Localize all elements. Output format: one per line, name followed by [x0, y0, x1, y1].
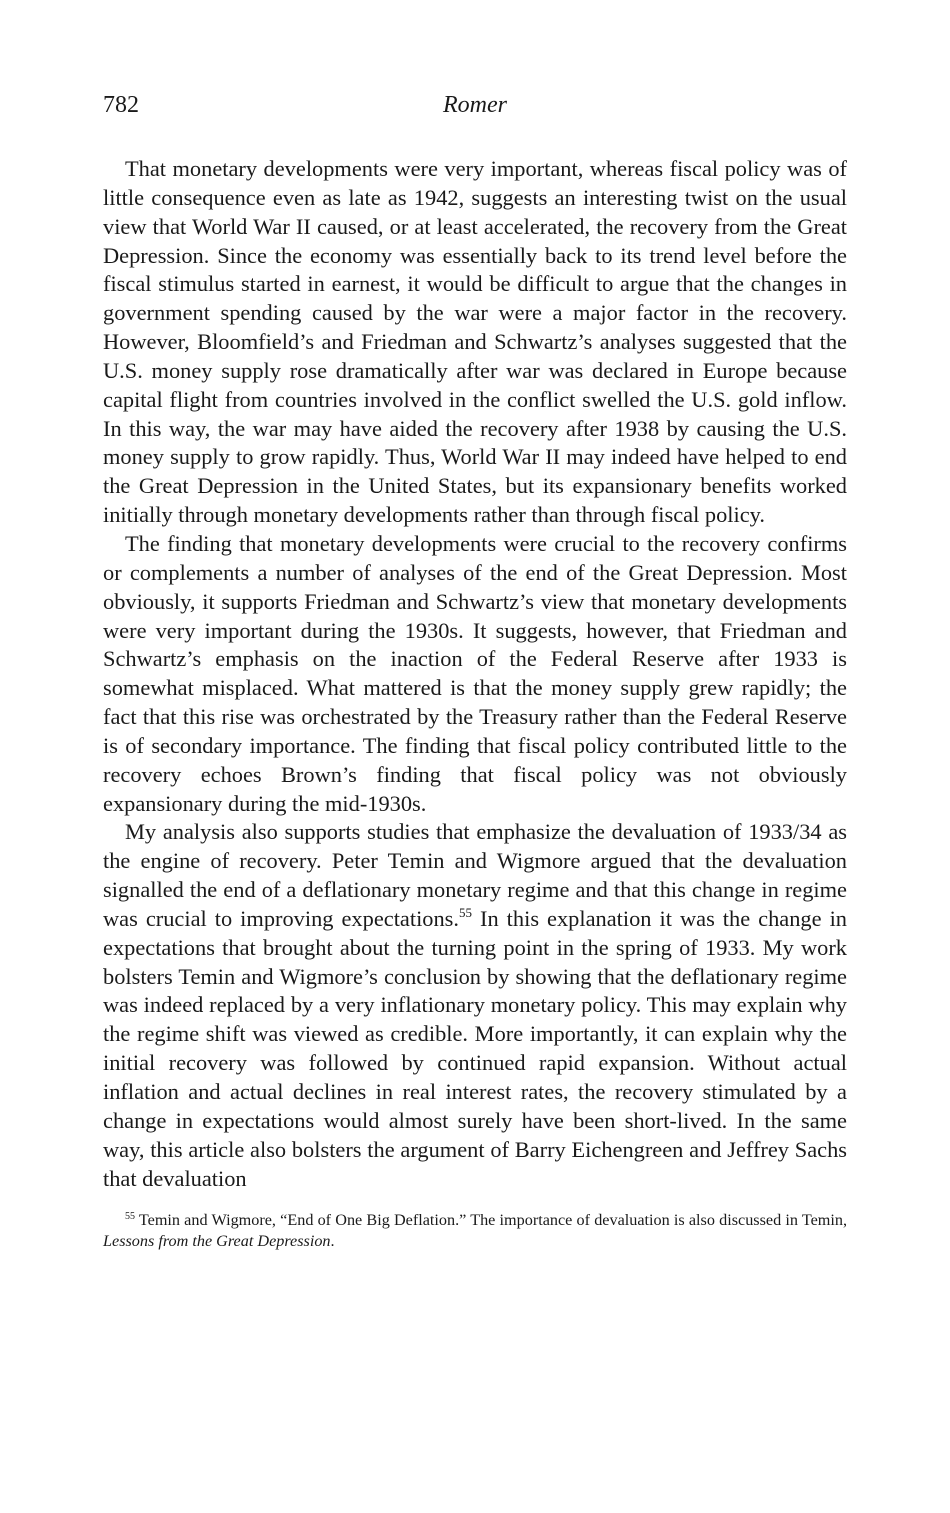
paragraph-3-text-b: In this explanation it was the change in expectations that brought about the turning point in the spring of 1933. My work bolsters Temin and Wigmore’s conclusion by showing that the deflationary regime was indeed replaced by a very inflationary monetary policy. This may explain why the regime shift was viewed as credible. More importantly, it can explain why the initial recovery was followed by continued rapid expansion. Without actual inflation and actual declines in real interest rates, the recovery stimulated by a change in expectations would almost surely have been short-lived. In the same way, this article also bolsters the argument of Barry Eichengreen and Jeffrey Sachs that devaluation: [103, 905, 847, 1191]
footnote-ref-55[interactable]: 55: [459, 904, 472, 920]
paragraph-3: [103, 818, 847, 1193]
footnote-text: Temin and Wigmore, “End of One Big Deflation.” The importance of devaluation is also discussed in Temin,: [135, 1211, 847, 1230]
paragraph-1: That monetary developments were very important, whereas fiscal policy was of little consequence even as late as 1942, suggests an interesting twist on the usual view that World War II caused, or at least accelerated, the recovery from the Great Depression. Since the economy was essentially back to its trend level before the fiscal stimulus started in earnest, it would be difficult to argue that the changes in government spending caused by the war were a major factor in the recovery. However, Bloomfield’s and Friedman and Schwartz’s analyses suggested that the U.S. money supply rose dramatically after war was declared in Europe because capital flight from countries involved in the conflict swelled the U.S. gold inflow. In this way, the war may have aided the recovery after 1938 by causing the U.S. money supply to grow rapidly. Thus, World War II may indeed have helped to end the Great Depression in the United States, but its expansionary benefits worked initially through monetary developments rather than through fiscal policy.: [103, 156, 847, 528]
footnote-end: .: [330, 1232, 335, 1251]
footnotes: [103, 1210, 847, 1252]
paragraph-2: The finding that monetary developments were crucial to the recovery confirms or complements a number of analyses of the end of the Great Depression. Most obviously, it supports Friedman and Schwartz’s view that monetary developments were very important during the 1930s. It suggests, however, that Friedman and Schwartz’s emphasis on the inaction of the Federal Reserve after 1933 is somewhat misplaced. What mattered is that the money supply grew rapidly; the fact that this rise was orchestrated by the Treasury rather than the Federal Reserve is of secondary importance. The finding that fiscal policy contributed little to the recovery echoes Brown’s finding that fiscal policy was not obviously expansionary during the mid-1930s.: [103, 530, 847, 816]
journal-page: [103, 92, 847, 1252]
page-number: 782: [103, 92, 139, 118]
footnote-number: 55: [125, 1211, 135, 1223]
paragraph-3-text-a: My analysis also supports studies that emphasize the devaluation of 1933/34 as the engine of recovery. Peter Temin and Wigmore argued that the devaluation signalled the end of a deflationary monetary regime and that this change in regime was crucial to improving expectations.: [103, 819, 847, 931]
footnote-book-title: Lessons from the Great Depression: [103, 1232, 331, 1251]
body-text: [103, 155, 847, 1193]
footnote-55: [103, 1210, 847, 1252]
running-head: [103, 92, 847, 128]
running-title: Romer: [443, 92, 507, 118]
